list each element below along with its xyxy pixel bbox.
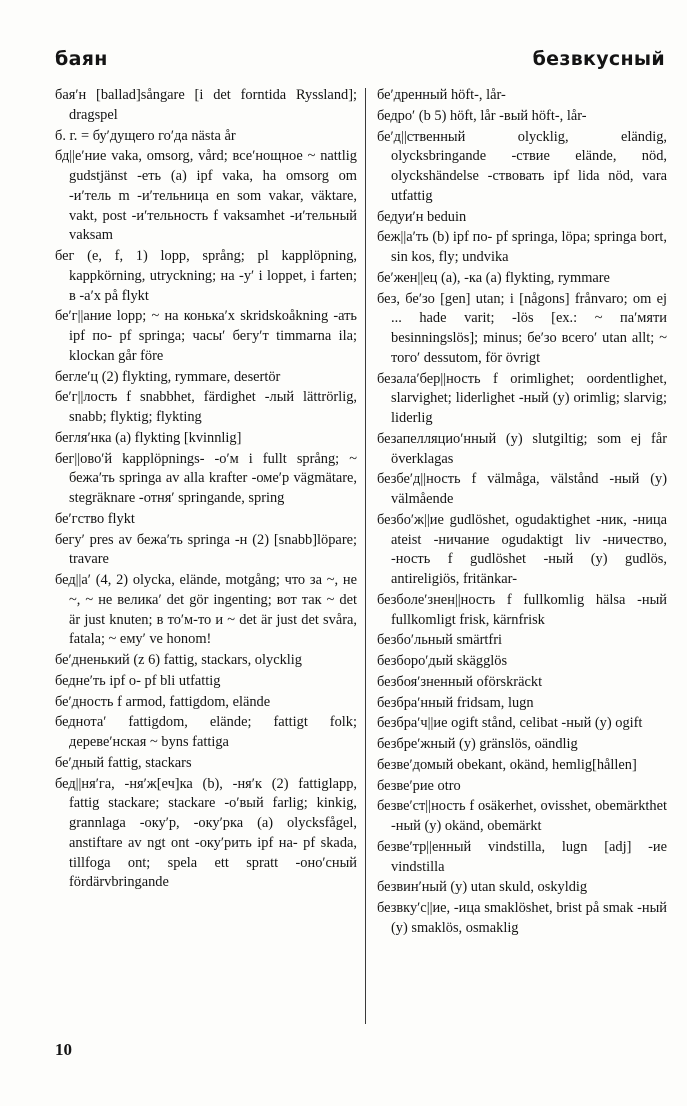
dictionary-entry: бедуи′н beduin [377, 208, 467, 225]
dictionary-entry: безве′домый obekant, okänd, hemlig[hållen] [377, 756, 637, 773]
dictionary-entry: бегле′ц (2) flykting, rymmare, desertör [55, 368, 281, 385]
column-divider [365, 88, 366, 1024]
right-column [377, 86, 667, 940]
dictionary-entry: бая′н [ballad]sångare [i det forntida Ryssland]; dragspel [55, 87, 357, 123]
dictionary-entry: безала′бер||ность f orimlighet; oordentlighet, slarvighet; liderlighet -ный (y) orimlig; slarvig; liderlig [377, 370, 667, 426]
running-head-right: безвкусный [532, 48, 665, 70]
dictionary-entry: бе′дный fattig, stackars [55, 754, 192, 771]
dictionary-entry: безве′ст||ность f osäkerhet, ovisshet, obemärkthet -ный (y) okänd, obemärkt [377, 798, 667, 834]
dictionary-entry: безбо′ж||ие gudlöshet, ogudaktighet -ник, -ница ateist -ничание ogudaktigt liv -ничество, -ность f gudlöshet -ный (y) gudlös, antireligiös, fritänkar- [377, 511, 667, 587]
dictionary-entry: бе′дность f armod, fattigdom, elände [55, 693, 271, 710]
dictionary-entry: бе′г||лость f snabbhet, färdighet -лый lättrörlig, snabb; flyktig; flykting [55, 389, 357, 425]
dictionary-entry: бе′гство flykt [55, 510, 135, 527]
dictionary-entry: безбра′ч||ие ogift stånd, celibat -ный (y) ogift [377, 715, 643, 732]
dictionary-entry: б. г. = бу′дущего го′да nästa år [55, 127, 236, 144]
dictionary-entry: бе′дренный höft-, lår- [377, 87, 506, 103]
dictionary-entry: безбоя′зненный oförskräckt [377, 673, 543, 690]
dictionary-entry: беж||а′ть (b) ipf по- pf springa, löpa; springa bort, sin kos, fly; undvika [377, 229, 667, 265]
dictionary-entry: безборо′дый skägglös [377, 653, 508, 669]
dictionary-entry: безбре′жный (y) gränslös, oändlig [377, 736, 578, 752]
dictionary-entry: бе′жен||ец (a), -ка (a) flykting, rymmare [377, 269, 610, 286]
page-number: 10 [55, 1040, 72, 1059]
dictionary-entry: бег||ово′й kapplöpnings- -о′м i fullt språng; ~ бежа′ть springa av alla krafter -оме′р vägmätare, stegräknare -отня′ springande, spring [55, 450, 357, 506]
dictionary-entry: бд||е′ние vaka, omsorg, vård; все′нощное ~ nattlig gudstjänst -еть (a) ipf vaka, ha omsorg om -и′тель m -и′тельница en som vakar, väktare, vakt, post -и′тельность f vaksamhet -и′тельный vaksam [55, 148, 357, 244]
dictionary-entry: бедро′ (b 5) höft, lår -вый höft-, lår- [377, 107, 587, 124]
dictionary-entry: безболе′знен||ность f fullkomlig hälsa -ный fullkomligt frisk, kärnfrisk [377, 591, 667, 628]
dictionary-entry: бе′д||ственный olycklig, eländig, olycksbringande -ствие elände, nöd, olyckshändelse -ствовать ipf lida nöd, vara utfattig [377, 128, 667, 204]
dictionary-entry: безбе′д||ность f välmåga, välstånd -ный (y) välmående [377, 471, 667, 507]
dictionary-entry: бедне′ть ipf о- pf bli utfattig [55, 672, 221, 689]
dictionary-entry: бе′дненький (z 6) fattig, stackars, olycklig [55, 652, 302, 668]
dictionary-entry: без, бе′зо [gen] utan; i [någons] frånvaro; om ej ... hade varit; -lös [ex.: ~ па′мяти besinningslös]; minus; бе′зо всего′ utan allt; ~ того′ dessutom, för övrigt [377, 290, 667, 366]
dictionary-entry: бе′г||ание lopp; ~ на конька′х skridskoåkning -ать ipf по- pf springa; часы′ бегу′т timmarna ila; klockan går före [55, 308, 357, 364]
dictionary-entry: бег (e, f, 1) lopp, språng; pl kapplöpning, kappkörning, utryckning; на -у′ i loppet, i farten; в -а′х på flykt [55, 248, 357, 304]
left-column [55, 86, 357, 894]
dictionary-entry: безбра′нный fridsam, lugn [377, 694, 534, 711]
dictionary-entry: беднота′ fattigdom, elände; fattigt folk; дереве′нская ~ byns fattiga [55, 714, 357, 750]
dictionary-entry: бегля′нка (a) flykting [kvinnlig] [55, 429, 242, 446]
dictionary-entry: безбо′льный smärtfri [377, 632, 503, 649]
dictionary-entry: бегу′ pres av бежа′ть springa -н (2) [snabb]löpare; travare [55, 531, 357, 568]
dictionary-entry: бед||а′ (4, 2) olycka, elände, motgång; что за ~, не ~, ~ не велика′ det gör ingenting; вот так ~ det är just knuten; в то′м-то и ~ det är just det svåra, fatala; ~ ему′ ve honom! [55, 572, 357, 648]
dictionary-entry: бед||ня′га, -ня′ж[еч]ка (b), -ня′к (2) fattiglapp, fattig stackare; stackare -о′вый farlig; kinkig, grannlaga -оку′р, -оку′рка (a) olycksfågel, anstiftare av ngt ont -оку′рить ipf на- pf skada, tillfoga ont; spela ett spratt -оно′сный fördärvbringande [55, 775, 357, 891]
dictionary-entry: безве′рие otro [377, 777, 461, 794]
dictionary-entry: безвин′ный (y) utan skuld, oskyldig [377, 879, 588, 896]
dictionary-entry: безве′тр||енный vindstilla, lugn [adj] -ие vindstilla [377, 838, 667, 875]
dictionary-entry: безапелляцио′нный (y) slutgiltig; som ej får överklagas [377, 430, 667, 467]
running-head-left: баян [55, 48, 108, 70]
dictionary-entry: безвку′с||ие, -ица smaklöshet, brist på smak -ный (y) smaklös, osmaklig [377, 900, 667, 936]
